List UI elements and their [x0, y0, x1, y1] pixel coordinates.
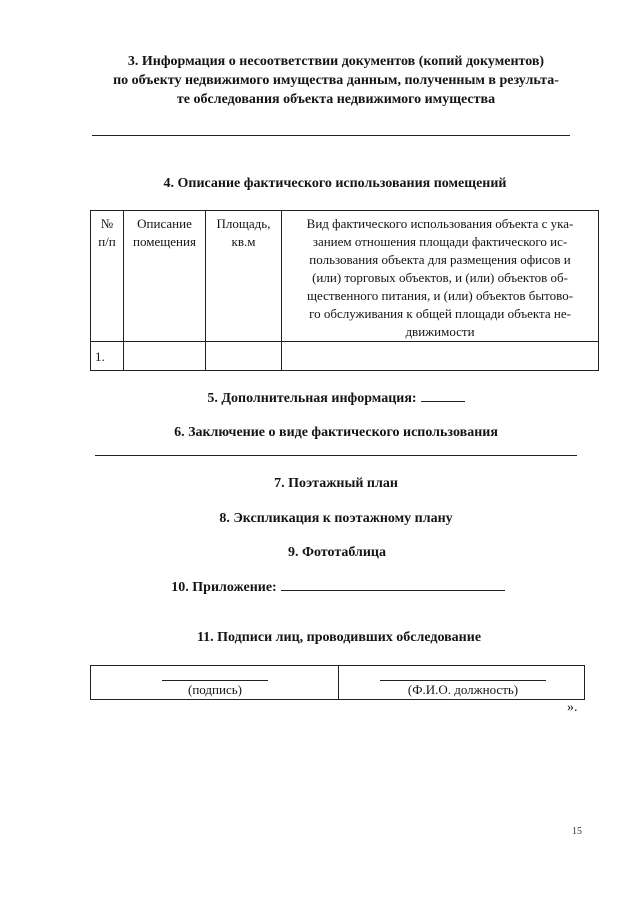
- table-cell: 1.: [91, 342, 124, 371]
- table-header-row: [91, 211, 599, 342]
- header-line: Вид фактического использования объекта с ука-: [306, 216, 574, 231]
- table-cell: [124, 342, 206, 371]
- section-3-heading: [90, 52, 582, 109]
- section-10-label: 10. Приложение:: [171, 580, 277, 595]
- header-line: пользования объекта для размещения офисов и: [309, 252, 571, 267]
- section-5-heading: [90, 389, 582, 408]
- section-3-fill-line: [92, 135, 570, 136]
- signature-box: [90, 665, 585, 700]
- name-position-line: [380, 680, 546, 681]
- section-4-heading: 4. Описание фактического использования помещений: [163, 176, 507, 191]
- header-cell-area: [206, 211, 282, 342]
- header-line: движимости: [405, 324, 475, 339]
- header-line: п/п: [98, 234, 116, 249]
- header-line: го обслуживания к общей площади объекта не-: [309, 306, 571, 321]
- page-number: 15: [572, 826, 582, 837]
- table-cell: [206, 342, 282, 371]
- header-line: помещения: [133, 234, 196, 249]
- header-line: щественного питания, и (или) объектов бытово-: [306, 288, 574, 303]
- closing-quote: ».: [567, 700, 578, 715]
- section-7-heading: 7. Поэтажный план: [274, 476, 398, 491]
- section-8-heading: 8. Экспликация к поэтажному плану: [219, 511, 453, 526]
- table-cell: [282, 342, 599, 371]
- header-line: Площадь,: [216, 216, 271, 231]
- premises-usage-table: [90, 210, 599, 371]
- section-6-fill-line: [95, 455, 577, 456]
- signature-caption: (подпись): [188, 682, 242, 697]
- header-cell-number: [91, 211, 124, 342]
- header-line: (или) торговых объектов, и (или) объектов об-: [312, 270, 568, 285]
- signature-box-divider: [338, 666, 339, 699]
- section-5-fill-line: [421, 389, 465, 402]
- header-line: Описание: [137, 216, 192, 231]
- section-10-fill-line: [281, 578, 505, 591]
- header-line: №: [100, 216, 114, 231]
- section-6-heading: 6. Заключение о виде фактического использования: [174, 425, 498, 440]
- section-10-heading: [90, 578, 586, 597]
- header-cell-usage-type: [282, 211, 599, 342]
- section-3-heading-line: по объекту недвижимого имущества данным, полученным в результа-: [113, 73, 559, 88]
- signature-line: [162, 680, 268, 681]
- section-5-label: 5. Дополнительная информация:: [207, 391, 417, 406]
- section-9-heading: 9. Фототаблица: [287, 545, 387, 560]
- header-line: занием отношения площади фактического ис-: [312, 234, 568, 249]
- table-row: [91, 342, 599, 371]
- header-line: кв.м: [231, 234, 256, 249]
- name-position-caption: (Ф.И.О. должность): [407, 682, 519, 697]
- section-3-heading-line: те обследования объекта недвижимого имущества: [176, 92, 496, 107]
- header-cell-description: [124, 211, 206, 342]
- section-11-heading: 11. Подписи лиц, проводивших обследование: [196, 630, 482, 645]
- section-3-heading-line: 3. Информация о несоответствии документов (копий документов): [127, 54, 545, 69]
